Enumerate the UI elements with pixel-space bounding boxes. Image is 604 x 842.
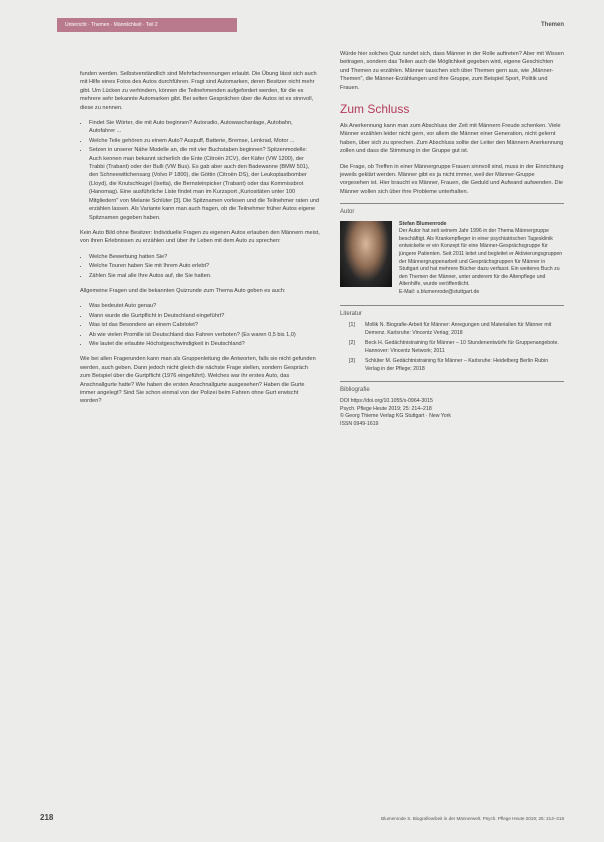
literature-item [349,322,564,337]
author-photo [340,221,392,287]
bullet-list-1 [80,119,320,222]
right-paragraph-1: Würde hier solches Quiz rundet sich, dass Männer in der Rolle auftreten? Aber mit Wissen beitragen, sondern das Teilen auch die Möglichkeit gegeben wird, eigene Geschichten und Themen zu erzählen. Männer tauschen sich über Themen gern aus, wie „Männer-Themen", die Männer-Erzählungen und ihre Gruppe, zum Beispiel Sport, Politik und Frauen. [340,51,564,91]
bullet-list-3 [80,302,320,348]
literature-number: [2] [349,340,355,347]
right-column [340,50,564,428]
list-item: • Welche Bewerbung hatten Sie? [89,253,320,261]
list-item: • Setzen in unserer Nähe Modelle an, die mit vier Buchstaben beginnen? Spitzenmodelle: Auch kennen man bekannt sicherlich die Ente (Citroën 2CV), der Käfer (VW 1200), der Trabbi (Trabant) oder der Bulli (VW Bus). Es gab aber auch den Badewanne (BMW 501), den Schneewittchensarg (Volvo P 1800), die Göttin (Citroën DS), der Leukoplastbomber (Lloyd), die Knutschkugel (Isetta), die Bernsteinpicker (Trabant) oder das Kommissbrot (Hanomag). Eine ausführliche Liste findet man im Kurzsport „Kuriositäten unter 100 Mitgliedern" von Melanie Schlüter [3]. Die Spitznamen vorlesen und die Teilnehmer raten und erzählen lassen. Als Variante kann man auch fragen, ob die Teilnehmer früher Autos eigene Spitznamen gegeben haben. [89,146,320,222]
literature-number: [3] [349,358,355,365]
literature-item [349,340,564,355]
section-title: Zum Schluss [340,102,410,117]
bibliography-line: DOI https://doi.org/10.1055/s-0964-3015 [340,398,433,404]
left-paragraph-4: Wie bei allen Fragerunden kann man als Gruppenleitung die Antworten, falls sie nicht gefunden werden, auch geben. Dann jedoch nicht gleich die nächste Frage stellen, sondern Gespräch zum Beispiel über die Gurtpflicht (1976 eingeführt). Welches war ihr erstes Auto, das Anschnallgurte hatte? Wie haben die ersten Anschnallgurte ausgesehen? Haben die Gurte immer angelegt? Sind Sie schon einmal von der Polizei beim Fahren ohne Gurt erwischt worden? [80,356,316,405]
left-intro: funden werden. Selbstverständlich sind Mehrfachnennungen erlaubt. Die Übung lässt sich auch mit Hilfe eines Fotos des Autos durchführen. Fragt sind Automarken, deren Besitzer nicht mehr gibt. Um Lücken zu verhindern, können die Teilnehmenden aufgefordert werden, für die es mehrere sehr bekannte Automarken gibt. Bei selten Gesprächen über die Autos ist es sinnvoll, diese zu nennen. [80,71,317,111]
literature-text: Schlüter M. Gedächtnistraining für Männer – Karlsruhe: Heidelberg Berlin Rubin Verlag in der Pflege; 2018 [365,358,549,372]
list-item: • Was bedeutet Auto genau? [89,302,320,310]
bullet-list-2 [80,253,320,280]
divider [340,381,564,382]
header-section: Themen [540,22,564,28]
literature-number: [1] [349,322,355,329]
author-text [399,221,564,297]
left-paragraph-3: Allgemeine Fragen und die bekannten Quizrunde zum Thema Auto geben es auch: [80,287,286,294]
page-number: 218 [40,813,54,822]
footer-citation: Blumenrode S. Biografiearbeit in der Männerwelt. Psych. Pflege Heute 2019; 25: 214–218 [381,816,564,821]
literature-item [349,358,564,373]
author-bio: Der Autor hat seit seinem Jahr 1996 in der Thema Männergruppe beschäftigt. Als Krankenpfleger in einer psychiatrischen Tagesklinik entwickelte er ein Konzept für eine Männer-Gesprächsgruppe für jüngere Patienten. Seit 2011 leitet und begleitet er Aktivierungsgruppen der Männergruppenarbeit und Gesprächsgruppen für Männer in Stuttgart und hat mehrere Bücher dazu verfasst. Ein weiteres Buch zu den Themen der Männer, unter anderem für die Altenpflege und Altenhilfe, wurde veröffentlicht. [399,228,563,288]
author-label: Autor [340,209,355,216]
right-paragraph-3: Die Frage, ob Treffen in einer Männergruppe Frauen sinnvoll sind, muss in der Einrichtung jeweils geklärt werden. Männer gibt es ja nicht immer, weil der Männer-Gruppe vorgesehen ist. Hier braucht es Männer, Frauen, die Geduld und Aufwand aufwenden. Die Männer wollen sich über ihre Probleme unterhalten. [340,163,564,195]
bibliography [340,398,564,428]
divider [340,203,564,204]
list-item: • Welche Touren haben Sie mit Ihrem Auto erlebt? [89,262,320,270]
bibliography-line: ISSN 0949-1619 [340,420,379,427]
author-name: Stefan Blumenrode [399,220,447,227]
left-paragraph-2: Kein Auto Bild ohne Besitzer: Individuelle Fragen zu eigenen Autos erlauben den Männern meist, von ihren Erlebnissen zu erzählen und über ihr Leben mit dem Auto zu sprechen: [80,229,320,245]
list-item: • Wann wurde die Gurtpflicht in Deutschland eingeführt? [89,312,320,320]
list-item: • Findet Sie Wörter, die mit Auto beginnen? Autoradio, Autowaschanlage, Autobahn, Autofahrer ... [89,119,320,136]
bibliography-label: Bibliografie [340,386,370,393]
literature-list [340,322,564,374]
bibliography-line: © Georg Thieme Verlag KG Stuttgart · New York [340,413,451,420]
literature-text: Beck H. Gedächtnistraining für Männer – 10 Stundenentwürfe für Gruppenangebote. Hannover: Vincentz Network; 2011 [365,340,559,354]
list-item: • Zählen Sie mal alle Ihre Autos auf, die Sie hatten. [89,272,320,280]
author-box [340,221,564,297]
divider [340,305,564,306]
right-paragraph-2: Als Anerkennung kann man zum Abschluss der Zeit mit Männern Freude schenken. Viele Männer erzählen leider nicht gern, vor allem die Männer einer Generation, nicht gelernt haben, über sich zu sprechen. Zum Abschluss sollte der Leiter den Männern Anerkennung zollen und dass die Stimmung in der Gruppe gut ist. [340,123,564,155]
left-column [80,70,320,413]
author-email: E-Mail: s.blumenrode@stuttgart.de [399,289,480,296]
list-item: • Welche Teile gehören zu einem Auto? Auspuff, Batterie, Bremse, Lenkrad, Motor ... [89,137,320,145]
literature-text: Mollik N. Biografie-Arbeit für Männer: Anregungen und Materialien für Männer mit Demenz. Karlsruhe: Vincentz Verlag; 2018 [365,322,552,336]
header-tag: Unterricht · Themen · Männlichkeit · Teil 2 [57,18,237,32]
literature-label: Literatur [340,310,363,317]
bibliography-line: Psych. Pflege Heute 2019; 25: 214–218 [340,405,432,412]
list-item: • Wie lautet die erlaubte Höchstgeschwindigkeit in Deutschland? [89,340,320,348]
list-item: • Was ist das Besondere an einem Cabriolet? [89,321,320,329]
list-item: • Ab wie vielen Promille ist Deutschland das Fahren verboten? (Es waren 0,5 bis 1,0) [89,331,320,339]
